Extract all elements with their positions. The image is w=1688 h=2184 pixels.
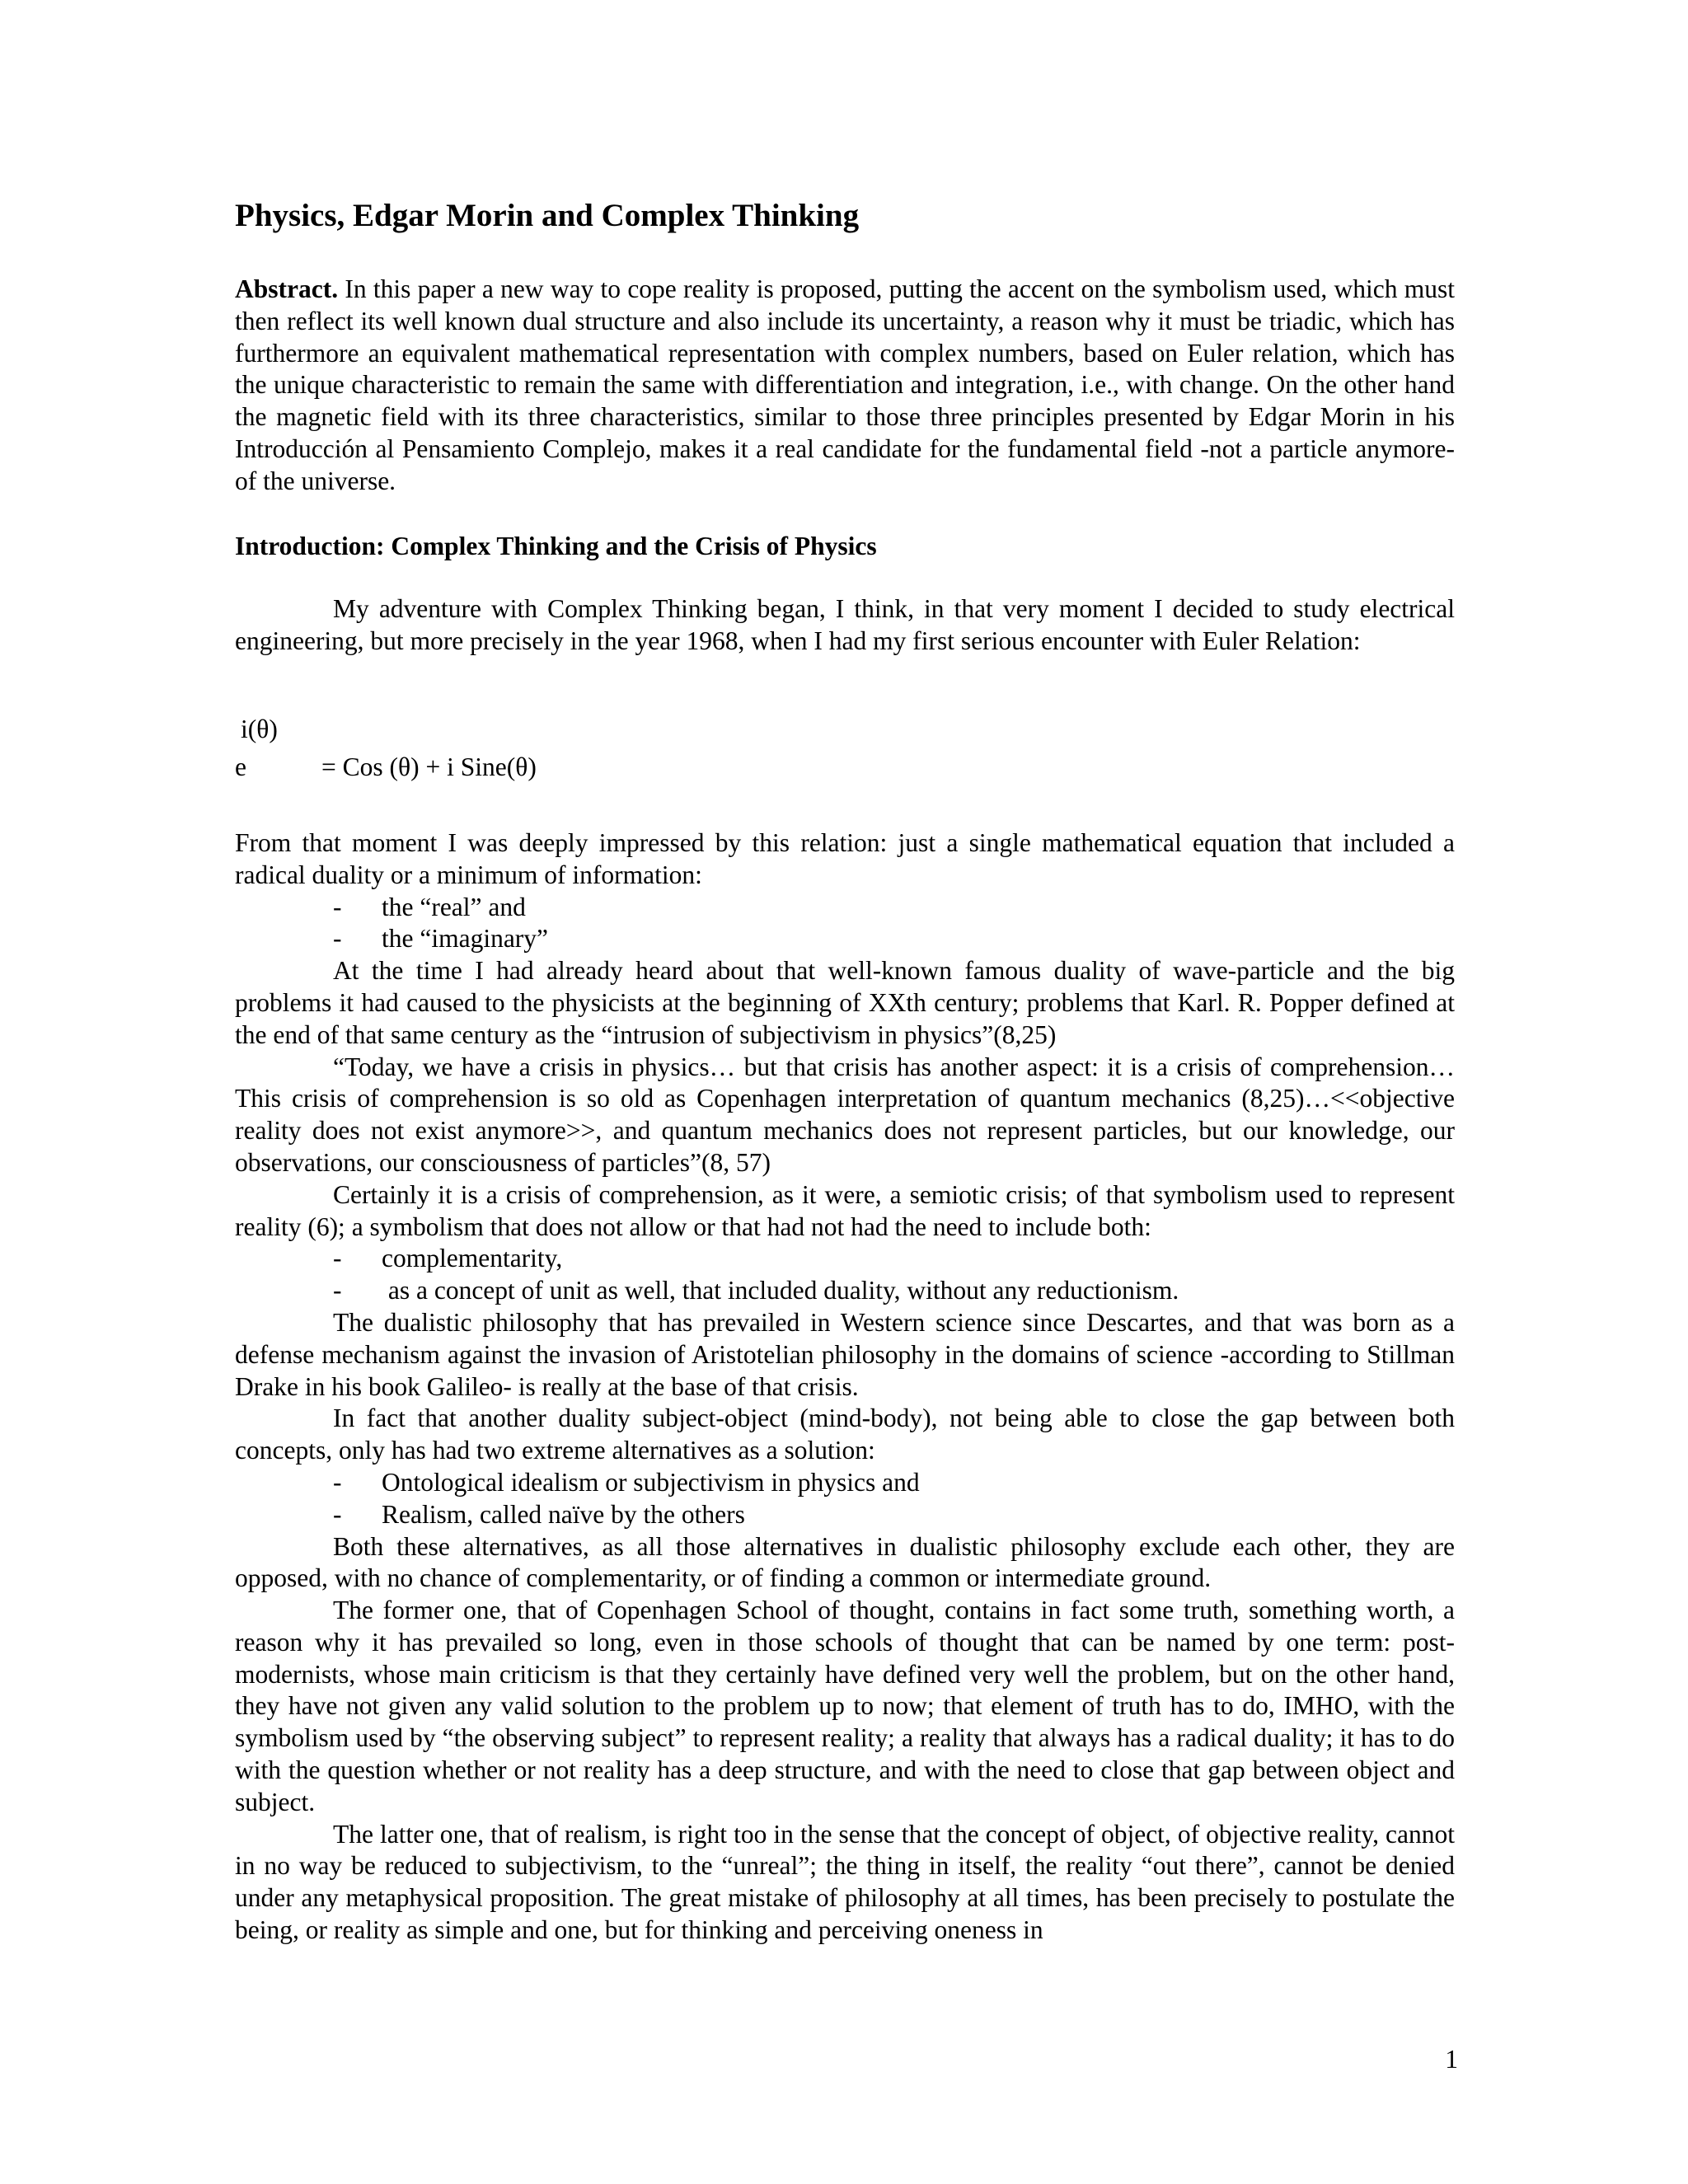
list-item-text: the “imaginary” (382, 924, 549, 954)
list-dash: - (333, 1499, 342, 1529)
list-item-text: complementarity, (382, 1244, 563, 1273)
list-dash: - (333, 1276, 342, 1305)
relation-paragraph: From that moment I was deeply impressed by this relation: just a single mathematical equation that included a radical duality or a minimum of information: (235, 827, 1455, 889)
page-number: 1 (1445, 2045, 1458, 2074)
section-heading: Introduction: Complex Thinking and the Crisis of Physics (235, 531, 877, 560)
list-item (235, 892, 1455, 924)
dualistic-paragraph: The dualistic philosophy that has prevailed in Western science since Descartes, and that was born as a defense mechanism against the invasion of Aristotelian philosophy in the domains of science -according to Stillman Drake in his book Galileo- is really at the base of that crisis. (235, 1307, 1455, 1401)
list-item (235, 1467, 1455, 1499)
list-item-text: as a concept of unit as well, that included duality, without any reductionism. (382, 1276, 1179, 1305)
formula-exponent: i(θ) (241, 714, 278, 743)
formula-base: e (235, 752, 246, 781)
formula-rhs: = Cos (θ) + i Sine(θ) (321, 752, 537, 781)
list-dash: - (333, 924, 342, 954)
list-dash: - (333, 1467, 342, 1497)
wave-particle-paragraph: At the time I had already heard about that well-known famous duality of wave-particle and the big problems it had caused to the physicists at the beginning of XXth century; problems that Karl. R. Popper defined at the end of that same century as the “intrusion of subjectivism in physics”(8,25) (235, 956, 1455, 1049)
list-item (235, 923, 1455, 955)
latter-paragraph: The latter one, that of realism, is right too in the sense that the concept of object, of objective reality, cannot in no way be reduced to subjectivism, to the “unreal”; the thing in itself, the reality “out there”, cannot be denied under any metaphysical proposition. The great mistake of philosophy at all times, has been precisely to postulate the being, or reality as simple and one, but for thinking and perceiving oneness in (235, 1819, 1455, 1945)
subject-object-paragraph: In fact that another duality subject-object (mind-body), not being able to close the gap between both concepts, only has had two extreme alternatives as a solution: (235, 1404, 1455, 1465)
list-item-text: Realism, called naïve by the others (382, 1499, 745, 1529)
page-title: Physics, Edgar Morin and Complex Thinking (235, 198, 860, 233)
abstract-paragraph (235, 274, 1455, 498)
abstract-text: In this paper a new way to cope reality is proposed, putting the accent on the symbolism used, which must then reflect its well known dual structure and also include its uncertainty, a reason why it must be triadic, which has furthermore an equivalent mathematical representation with complex numbers, based on Euler relation, which has the unique characteristic to remain the same with differentiation and integration, i.e., with change. On the other hand the magnetic field with its three characteristics, similar to those three principles presented by Edgar Morin in his Introducción al Pensamiento Complejo, makes it a real candidate for the fundamental field -not a particle anymore- of the universe. (235, 274, 1455, 495)
abstract-label: Abstract. (235, 274, 339, 303)
document-body (235, 196, 1455, 1947)
intro-paragraph: My adventure with Complex Thinking began, I think, in that very moment I decided to study electrical engineering, but more precisely in the year 1968, when I had my first serious encounter with Euler Relation: (235, 594, 1455, 656)
list-item (235, 1499, 1455, 1531)
semiotic-paragraph: Certainly it is a crisis of comprehension, as it were, a semiotic crisis; of that symbolism used to represent reality (6); a symbolism that does not allow or that had not had the need to include both: (235, 1179, 1455, 1241)
former-paragraph: The former one, that of Copenhagen School of thought, contains in fact some truth, something worth, a reason why it has prevailed so long, even in those schools of thought that can be named by one term: post-modernists, whose main criticism is that they certainly have defined very well the problem, but on the other hand, they have not given any valid solution to the problem up to now; that element of truth has to do, IMHO, with the symbolism used by “the observing subject” to represent reality; a reality that always has a radical duality; it has to do with the question whether or not reality has a deep structure, and with the need to close that gap between object and subject. (235, 1596, 1455, 1816)
list-item (235, 1243, 1455, 1275)
euler-formula (235, 714, 1455, 794)
list-item (235, 1275, 1455, 1307)
list-dash: - (333, 1244, 342, 1273)
list-item-text: the “real” and (382, 892, 526, 921)
list-item-text: Ontological idealism or subjectivism in physics and (382, 1467, 920, 1497)
both-alternatives-paragraph: Both these alternatives, as all those alternatives in dualistic philosophy exclude each other, they are opposed, with no chance of complementarity, or of finding a common or intermediate ground. (235, 1531, 1455, 1593)
quote-paragraph: “Today, we have a crisis in physics… but that crisis has another aspect: it is a crisis of comprehension…This crisis of comprehension is so old as Copenhagen interpretation of quantum mechanics (8,25)…<<objective reality does not exist anymore>>, and quantum mechanics does not represent particles, but our knowledge, our observations, our consciousness of particles”(8, 57) (235, 1052, 1455, 1177)
list-dash: - (333, 892, 342, 921)
